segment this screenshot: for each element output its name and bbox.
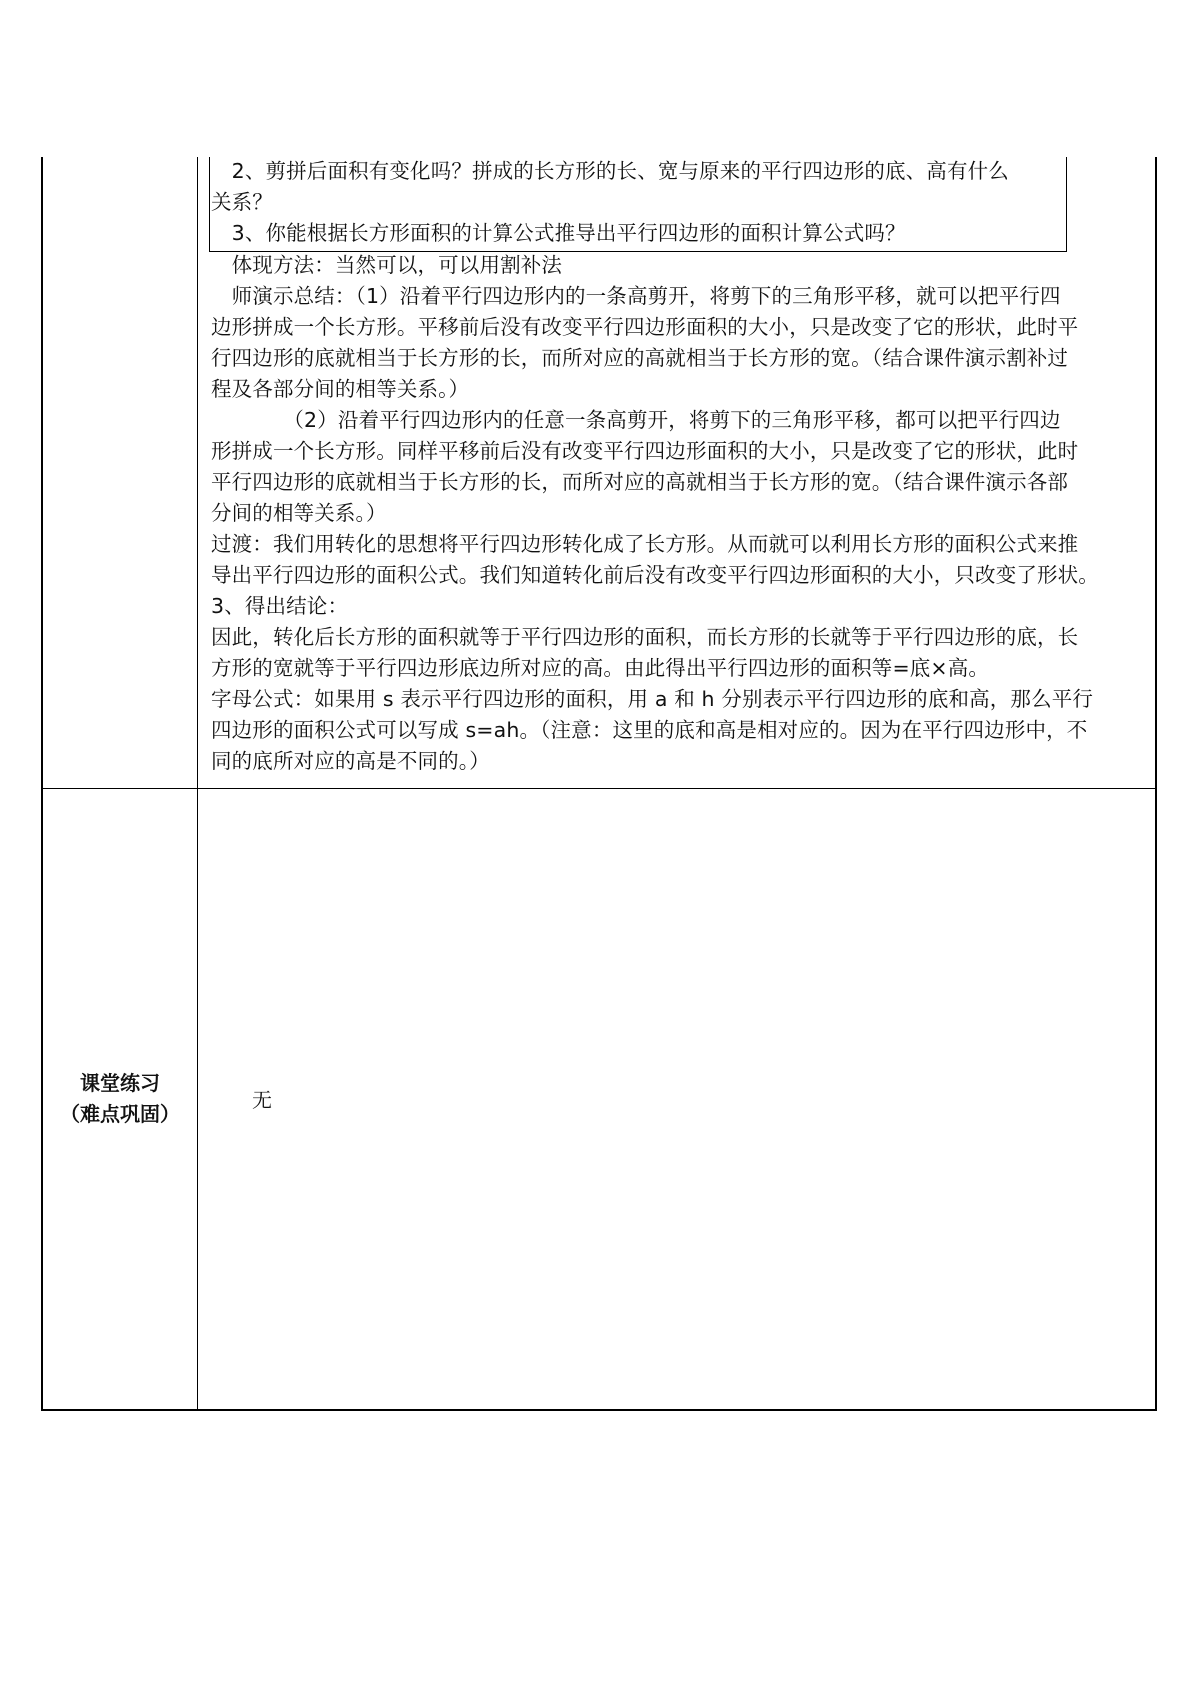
body-line: 程及各部分间的相等关系。） bbox=[211, 377, 470, 401]
question-line: 关系？ bbox=[211, 190, 273, 214]
practice-label: 课堂练习 bbox=[80, 1071, 160, 1095]
body-line: 过渡：我们用转化的思想将平行四边形转化成了长方形。从而就可以利用长方形的面积公式来推 bbox=[211, 532, 1079, 556]
body-line: 平行四边形的底就相当于长方形的长，而所对应的高就相当于长方形的宽。（结合课件演示各部 bbox=[211, 470, 1069, 494]
body-line: 边形拼成一个长方形。平移前后没有改变平行四边形面积的大小，只是改变了它的形状，此时平 bbox=[211, 315, 1079, 339]
question-line: 2、剪拼后面积有变化吗？拼成的长方形的长、宽与原来的平行四边形的底、高有什么 bbox=[211, 159, 1009, 183]
body-line: 方形的宽就等于平行四边形底边所对应的高。由此得出平行四边形的面积等=底×高。 bbox=[211, 656, 990, 680]
lesson-table bbox=[41, 157, 1157, 1411]
body-line: 导出平行四边形的面积公式。我们知道转化前后没有改变平行四边形面积的大小，只改变了形状。 bbox=[211, 563, 1099, 587]
body-line: 体现方法：当然可以，可以用割补法 bbox=[211, 253, 563, 277]
body-line: 行四边形的底就相当于长方形的长，而所对应的高就相当于长方形的宽。（结合课件演示割补过 bbox=[211, 346, 1069, 370]
practice-sublabel: （难点巩固） bbox=[60, 1102, 180, 1126]
body-line: 形拼成一个长方形。同样平移前后没有改变平行四边形面积的大小，只是改变了它的形状，此时 bbox=[211, 439, 1079, 463]
body-line: 因此，转化后长方形的面积就等于平行四边形的面积，而长方形的长就等于平行四边形的底，长 bbox=[211, 625, 1079, 649]
body-line: 师演示总结：（1）沿着平行四边形内的一条高剪开，将剪下的三角形平移，就可以把平行四 bbox=[211, 284, 1061, 308]
column-divider bbox=[197, 157, 198, 1409]
question-line: 3、你能根据长方形面积的计算公式推导出平行四边形的面积计算公式吗？ bbox=[211, 221, 906, 245]
body-line: 3、得出结论： bbox=[211, 594, 349, 618]
body-line: 字母公式：如果用 s 表示平行四边形的面积，用 a 和 h 分别表示平行四边形的底和高，那么平行 bbox=[211, 687, 1094, 711]
practice-content: 无 bbox=[252, 1088, 272, 1112]
body-line: 同的底所对应的高是不同的。） bbox=[211, 749, 490, 773]
body-line: 四边形的面积公式可以写成 s=ah。（注意：这里的底和高是相对应的。因为在平行四边形中，不 bbox=[211, 718, 1088, 742]
body-line: （2）沿着平行四边形内的任意一条高剪开，将剪下的三角形平移，都可以把平行四边 bbox=[211, 408, 1061, 432]
row-divider bbox=[43, 788, 1155, 789]
body-line: 分间的相等关系。） bbox=[211, 501, 387, 525]
